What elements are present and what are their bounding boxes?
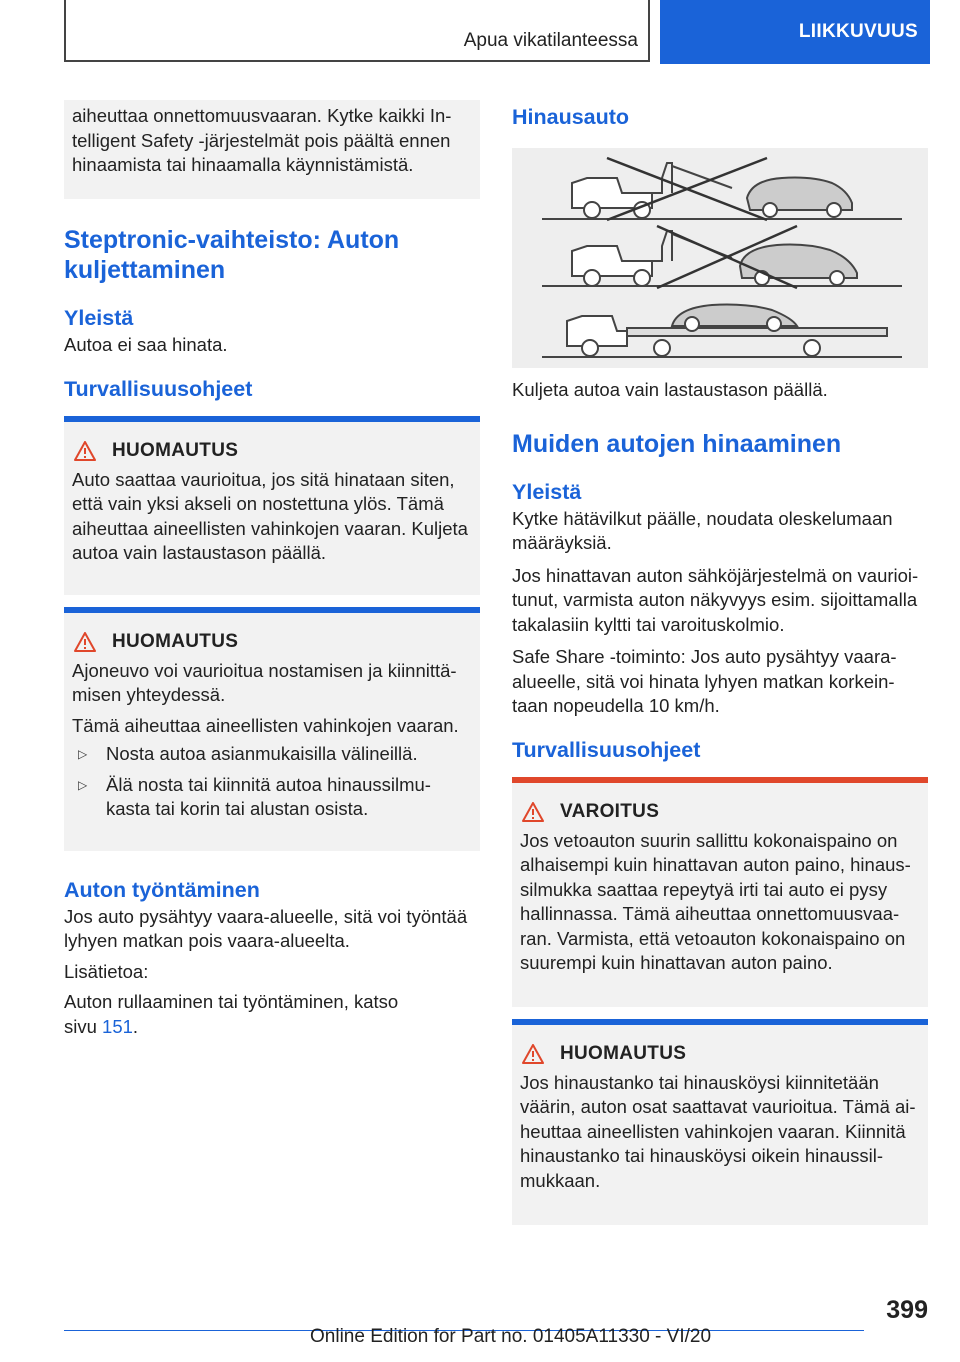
edition-text: Online Edition for Part no. 01405A11330 - VI/20 (310, 1326, 712, 1347)
page-number: 399 (886, 1296, 928, 1324)
more-info-label: Lisätietoa: (64, 960, 149, 982)
push-text: Jos auto pysähtyy vaara-alueelle, sitä voi työntää lyhyen matkan pois vaara-alueelta. (64, 905, 468, 951)
section-title-steptronic: Steptronic-vaihteisto: Auton kuljettaminen (64, 226, 400, 284)
safety-heading-right: Turvallisuusohjeet (512, 737, 701, 762)
warning-triangle-icon (74, 441, 96, 461)
warning-text: Jos vetoauton suurin sallittu kokonaispaino on alhaisempi kuin hinattavan auton paino, hinaus-silmukka saattaa repeytyä irti tai auto ei pysy hallinnassa. Tämä aiheuttaa onnettomuusvaa-ran. Varmista, että vetoauton kokonaispaino on suurempi kuin hinattavan auton paino. (520, 829, 911, 973)
towing-figure (512, 148, 928, 368)
reference-text: Auton rullaaminen tai työntäminen, katso sivu (64, 991, 399, 1037)
continued-notice-text: aiheuttaa onnettomuusvaaran. Kytke kaikki In-telligent Safety -järjestelmät pois päältä ennen hinaamista tai hinaamalla käynnistämistä. (72, 105, 452, 175)
general-paragraph-3: Safe Share -toiminto: Jos auto pysähtyy vaara-alueelle, sitä voi hinata lyhyen matkan korkein-taan nopeudella 10 km/h. (512, 646, 897, 716)
warning-label: VAROITUS (560, 800, 660, 822)
list-triangle-icon: ▷ (78, 747, 88, 761)
page-reference-link[interactable]: 151 (102, 1015, 133, 1037)
reference-paragraph (64, 990, 434, 1039)
general-text: Autoa ei saa hinata. (64, 334, 228, 355)
continued-notice-box (64, 100, 480, 199)
header-section-title: Apua vikatilanteessa (463, 30, 638, 51)
list-item-text: Nosta autoa asianmukaisilla välineillä. (106, 743, 418, 764)
reference-end: . (132, 1015, 139, 1037)
notice-bullet-list (72, 742, 472, 822)
notice-label-1: HUOMAUTUS (112, 439, 239, 461)
header-chapter-tab[interactable]: LIIKKUVUUS (660, 0, 930, 64)
warning-header (520, 801, 920, 823)
warning-triangle-icon (522, 802, 544, 822)
notice-header-2 (72, 631, 472, 653)
figure-caption: Kuljeta autoa vain lastaustason päällä. (512, 379, 828, 400)
general-heading-right: Yleistä (512, 479, 582, 504)
notice-box-3 (512, 1019, 928, 1225)
notice-header-1 (72, 440, 472, 462)
notice-text-2a: Ajoneuvo voi vaurioitua nostamisen ja kiinnittä-misen yhteydessä. (72, 659, 457, 705)
general-paragraph-1: Kytke hätävilkut päälle, noudata oleskelumaan määräyksiä. (512, 507, 893, 553)
list-item (72, 742, 472, 767)
general-paragraph-2: Jos hinattavan auton sähköjärjestelmä on vaurioi-tunut, varmista auton näkyvyys esim. sijoittamalla takalasiin kyltti tai varoituskolmio. (512, 564, 919, 635)
notice-header-3 (520, 1043, 920, 1065)
warning-triangle-icon (74, 632, 96, 652)
left-column (64, 100, 480, 1039)
tow-truck-heading: Hinausauto (512, 105, 630, 129)
list-item-text: Älä nosta tai kiinnitä autoa hinaussilmu-kasta tai korin tai alustan osista. (106, 773, 431, 819)
push-heading: Auton työntäminen (64, 877, 260, 902)
page-header (64, 0, 930, 64)
notice-label-3: HUOMAUTUS (560, 1042, 687, 1064)
towing-illustration (512, 148, 928, 368)
notice-text-2b: Tämä aiheuttaa aineellisten vahinkojen vaaran. (72, 714, 459, 736)
list-item (72, 773, 472, 822)
right-column (512, 100, 928, 1225)
safety-heading: Turvallisuusohjeet (64, 376, 253, 401)
notice-label-2: HUOMAUTUS (112, 630, 239, 652)
notice-text-1: Auto saattaa vaurioitua, jos sitä hinataan siten, että vain yksi akseli on nostettuna ylös. Tämä aiheuttaa aineellisten vahinkojen vaaran. Kuljeta autoa vain lastaustason päällä. (72, 468, 468, 563)
warning-triangle-icon (522, 1044, 544, 1064)
notice-box-2 (64, 607, 480, 851)
notice-text-3: Jos hinaustanko tai hinausköysi kiinnitetään väärin, auton osat saattavat vaurioitua. Tämä ai-heuttaa aineellisten vahinkojen vaaran. Kiinnitä hinaustanko tai hinausköysi oikein hinaussil-mukkaan. (520, 1071, 916, 1191)
notice-box-1 (64, 416, 480, 595)
section-title-towing-others: Muiden autojen hinaaminen (512, 429, 842, 458)
general-heading: Yleistä (64, 306, 134, 330)
list-triangle-icon: ▷ (78, 777, 88, 792)
warning-box (512, 777, 928, 1007)
